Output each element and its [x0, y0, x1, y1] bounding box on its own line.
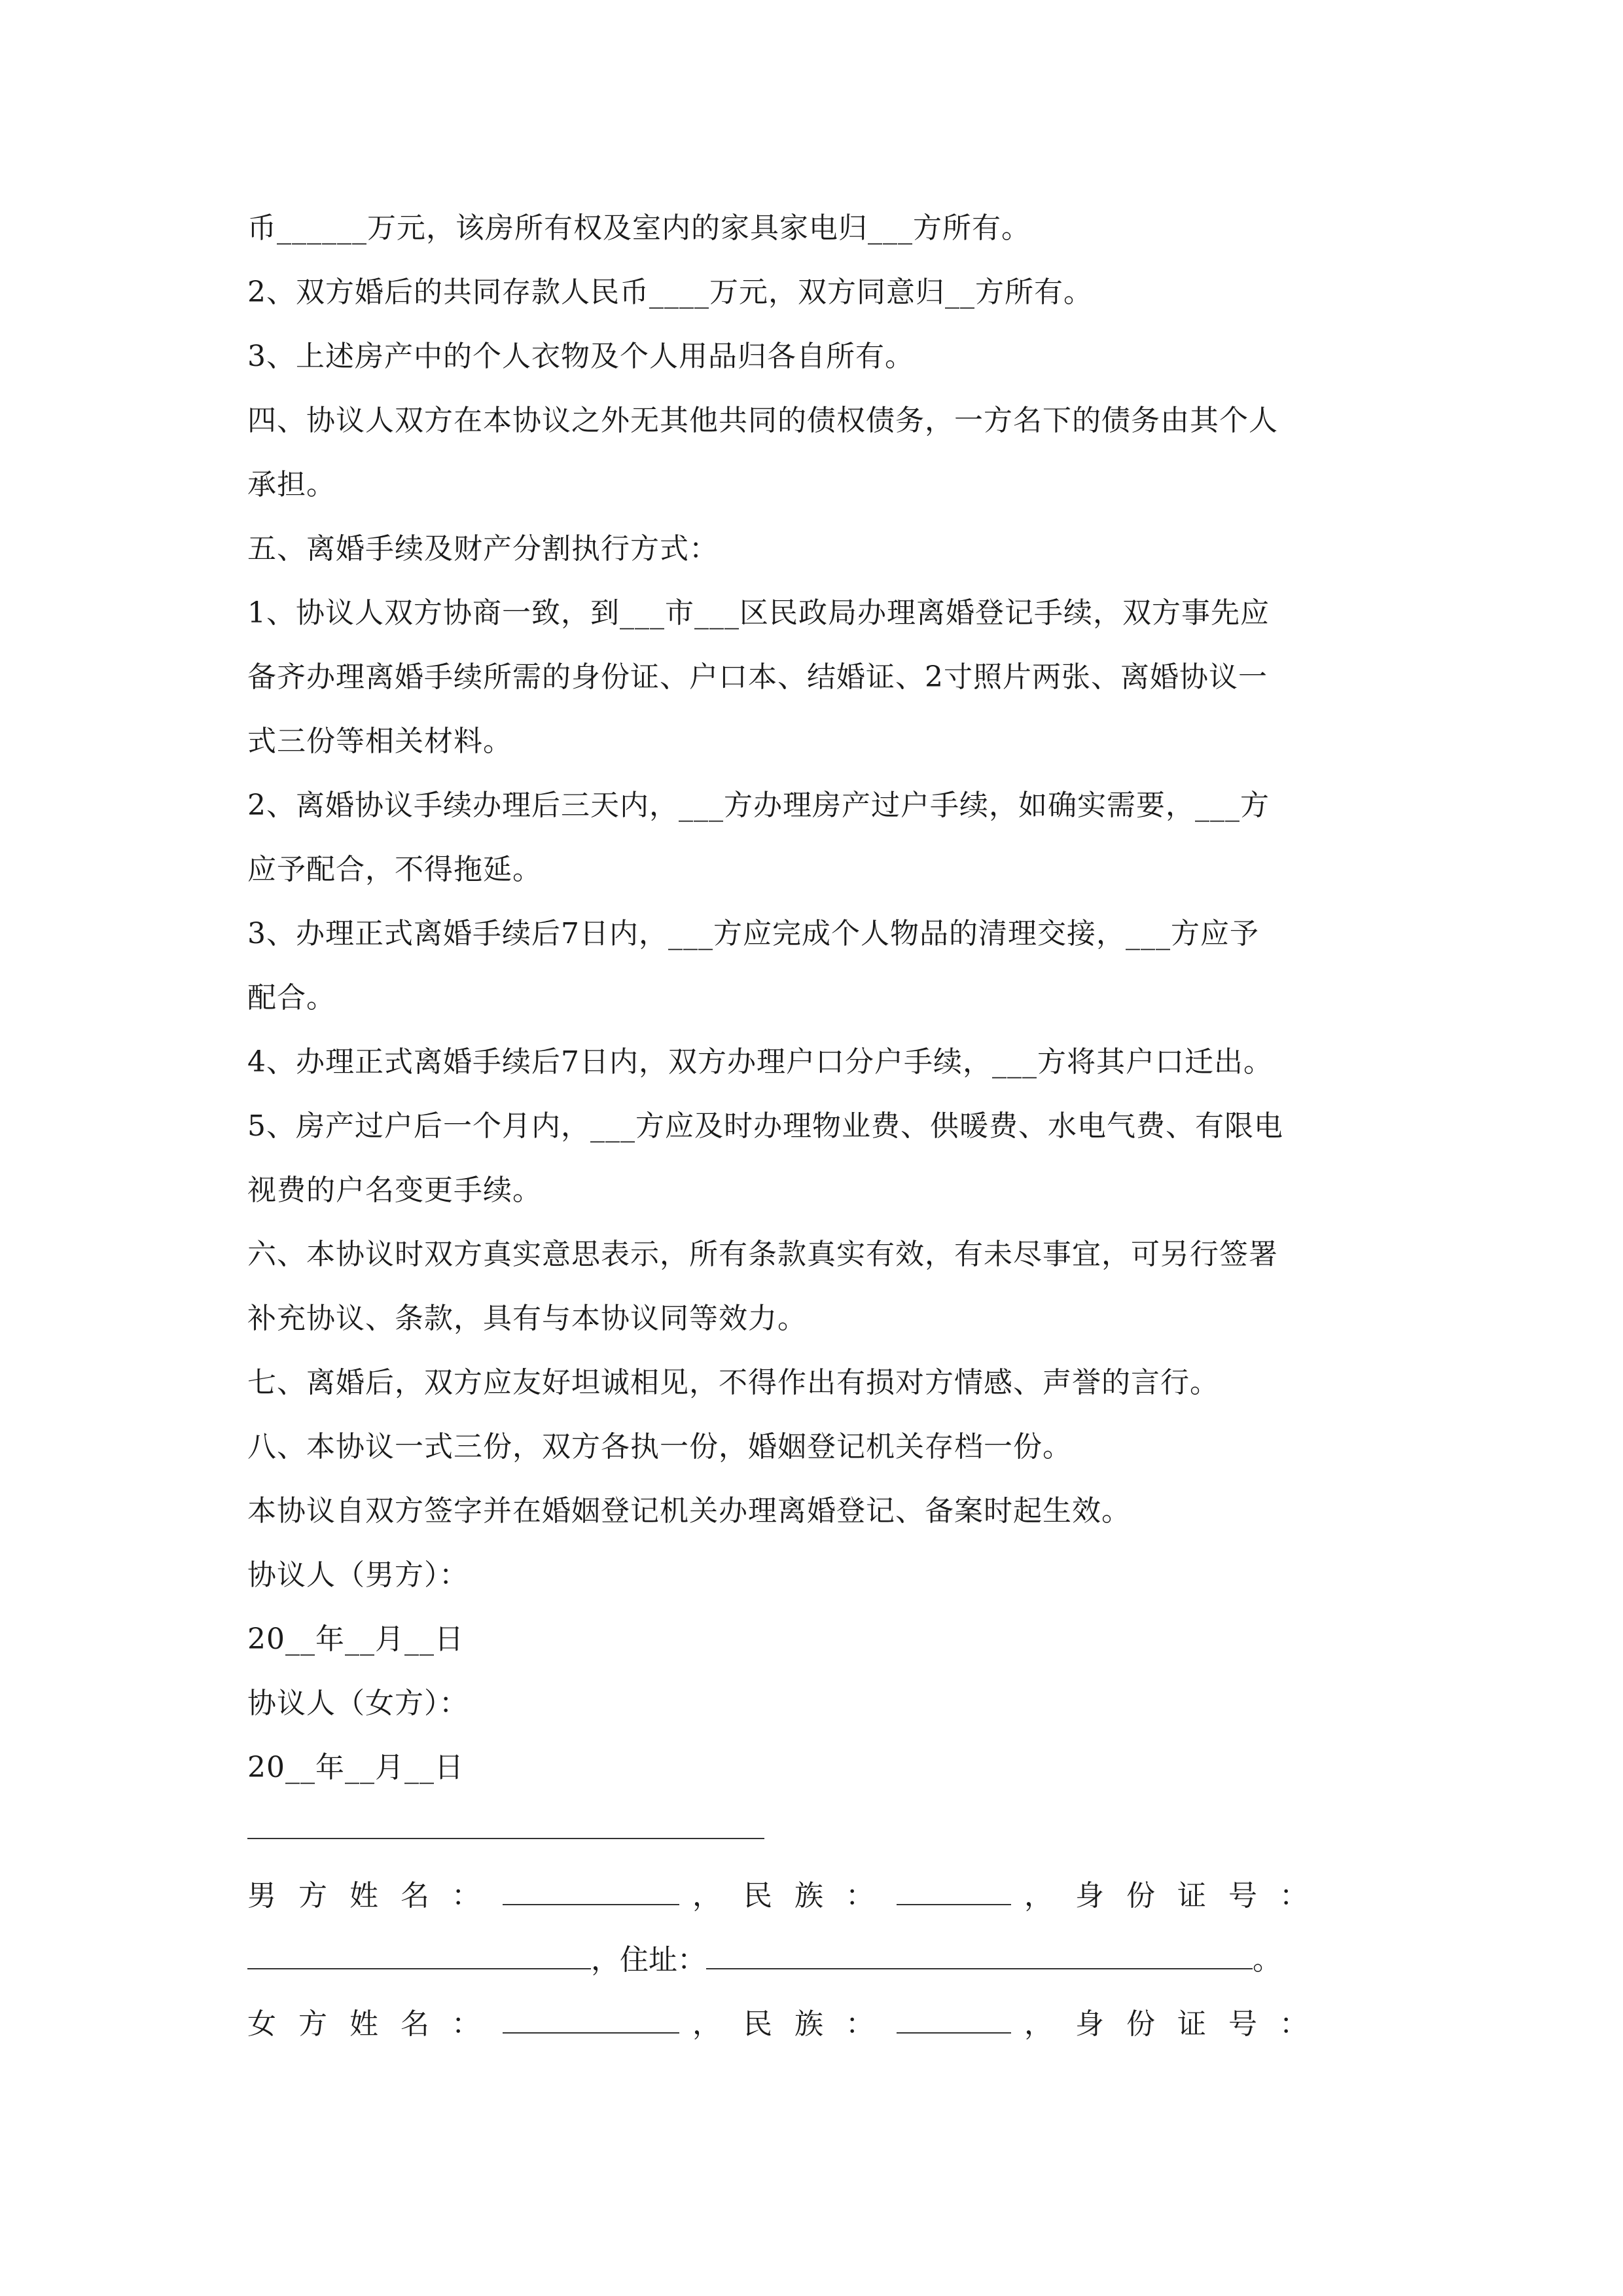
male-address-blank[interactable]: [706, 1946, 1253, 1969]
separator-row: [247, 1800, 1399, 1864]
paragraph-line: 1、协议人双方协商一致，到___市___区民政局办理离婚登记手续，双方事先应: [247, 596, 1270, 630]
paragraph-line: 六、本协议时双方真实意思表示，所有条款真实有效，有未尽事宜，可另行签署: [247, 1238, 1278, 1271]
signatory-male-label: 协议人（男方）：: [247, 1558, 469, 1592]
paragraph-line: 4、办理正式离婚手续后7日内，双方办理户口分户手续，___方将其户口迁出。: [247, 1045, 1273, 1079]
female-ethnicity-blank[interactable]: [897, 2010, 1011, 2034]
male-row-end: 。: [1253, 1943, 1281, 1977]
female-name-label: 女方姓名：: [247, 2007, 503, 2041]
paragraph-line: 2、双方婚后的共同存款人民币____万元，双方同意归__方所有。: [247, 276, 1093, 309]
female-id-label: ，身份证号：: [1024, 2007, 1330, 2041]
female-info-row: [247, 1992, 1399, 2056]
paragraph-line: 本协议自双方签字并在婚姻登记机关办理离婚登记、备案时起生效。: [247, 1494, 1131, 1528]
date-line: 20__年__月__日: [247, 1751, 464, 1784]
male-info-row-2: [247, 1928, 1399, 1992]
paragraph-line: 四、协议人双方在本协议之外无其他共同的债权债务，一方名下的债务由其个人: [247, 404, 1278, 437]
male-info-row: [247, 1864, 1399, 1928]
male-address-label: ，住址：: [591, 1943, 706, 1977]
paragraph-line: 配合。: [247, 981, 336, 1014]
paragraph-line: 5、房产过户后一个月内，___方应及时办理物业费、供暖费、水电气费、有限电: [247, 1109, 1283, 1143]
male-ethnicity-label: ，民族：: [692, 1879, 897, 1912]
paragraph-line: 2、离婚协议手续办理后三天内，___方办理房产过户手续，如确实需要，___方: [247, 789, 1270, 822]
paragraph-line: 应予配合，不得拖延。: [247, 853, 542, 886]
section-heading: 五、离婚手续及财产分割执行方式：: [247, 532, 719, 565]
male-id-label: ，身份证号：: [1024, 1879, 1330, 1912]
paragraph-line: 视费的户名变更手续。: [247, 1174, 542, 1207]
male-name-blank[interactable]: [503, 1882, 679, 1905]
separator-rule: [247, 1838, 764, 1839]
paragraph-line: 式三份等相关材料。: [247, 725, 512, 758]
paragraph-line: 八、本协议一式三份，双方各执一份，婚姻登记机关存档一份。: [247, 1430, 1072, 1463]
paragraph-line: 备齐办理离婚手续所需的身份证、户口本、结婚证、2寸照片两张、离婚协议一: [247, 660, 1268, 694]
male-id-blank[interactable]: [247, 1946, 591, 1969]
male-name-label: 男方姓名：: [247, 1879, 503, 1912]
paragraph-line: 七、离婚后，双方应友好坦诚相见，不得作出有损对方情感、声誉的言行。: [247, 1366, 1219, 1399]
signatory-female-label: 协议人（女方）：: [247, 1687, 469, 1720]
document-body: [247, 196, 1399, 2056]
paragraph-line: 3、上述房产中的个人衣物及个人用品归各自所有。: [247, 340, 914, 373]
paragraph-line: 币______万元，该房所有权及室内的家具家电归___方所有。: [247, 211, 1031, 245]
paragraph-line: 3、办理正式离婚手续后7日内，___方应完成个人物品的清理交接，___方应予: [247, 917, 1259, 950]
paragraph-line: 补充协议、条款，具有与本协议同等效力。: [247, 1302, 807, 1335]
separator-text: [247, 1800, 248, 1801]
date-line: 20__年__月__日: [247, 1623, 464, 1656]
male-ethnicity-blank[interactable]: [897, 1882, 1011, 1905]
paragraph-line: 承担。: [247, 468, 336, 501]
female-ethnicity-label: ，民族：: [692, 2007, 897, 2041]
female-name-blank[interactable]: [503, 2010, 679, 2034]
